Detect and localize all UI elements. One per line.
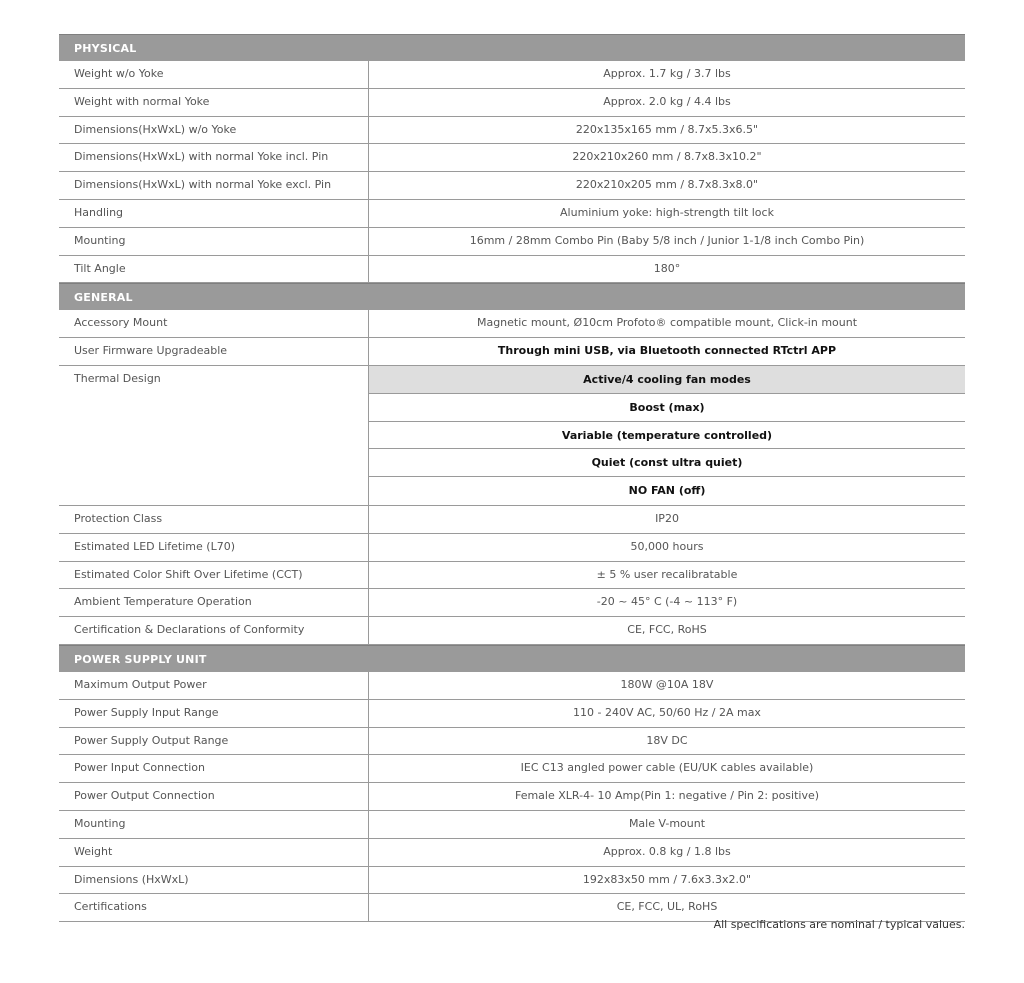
- row-value: Female XLR-4- 10 Amp(Pin 1: negative / Pin 2: positive): [514, 789, 820, 803]
- row-value: IP20: [655, 511, 679, 525]
- table-row: [59, 589, 965, 617]
- table-row: [59, 783, 965, 811]
- row-value: Aluminium yoke: high-strength tilt lock: [560, 205, 774, 219]
- row-value: IEC C13 angled power cable (EU/UK cables available): [520, 761, 814, 775]
- row-label: Power Input Connection: [59, 755, 369, 782]
- row-value: Approx. 2.0 kg / 4.4 lbs: [603, 94, 731, 108]
- row-label: Mounting: [59, 228, 369, 255]
- thermal-values: [369, 366, 965, 505]
- row-value: 18V DC: [646, 733, 688, 747]
- section-header-power-supply: POWER SUPPLY UNIT: [59, 645, 965, 672]
- row-label: Tilt Angle: [59, 256, 369, 283]
- table-row: [59, 506, 965, 534]
- thermal-mode: NO FAN (off): [628, 484, 706, 498]
- table-row: [59, 700, 965, 728]
- table-row: [59, 228, 965, 256]
- row-label: Certifications: [59, 894, 369, 921]
- thermal-mode: Quiet (const ultra quiet): [369, 449, 965, 477]
- row-value: 220x210x260 mm / 8.7x8.3x10.2": [572, 150, 762, 164]
- table-row: [59, 338, 965, 366]
- row-label: Mounting: [59, 811, 369, 838]
- row-label: Power Output Connection: [59, 783, 369, 810]
- row-value: 110 - 240V AC, 50/60 Hz / 2A max: [573, 705, 761, 719]
- row-label: Maximum Output Power: [59, 672, 369, 699]
- row-label: Handling: [59, 200, 369, 227]
- row-label: Dimensions(HxWxL) w/o Yoke: [59, 117, 369, 144]
- specifications-footnote: All specifications are nominal / typical values.: [713, 918, 965, 931]
- row-value: Approx. 0.8 kg / 1.8 lbs: [603, 844, 731, 858]
- spec-table: [59, 34, 965, 922]
- table-row: [59, 144, 965, 172]
- row-value: 16mm / 28mm Combo Pin (Baby 5/8 inch / Junior 1-1/8 inch Combo Pin): [469, 233, 865, 247]
- table-row: [59, 728, 965, 756]
- row-value: Magnetic mount, Ø10cm Profoto® compatible mount, Click-in mount: [476, 316, 858, 330]
- row-value: ± 5 % user recalibratable: [596, 567, 738, 581]
- row-value: CE, FCC, RoHS: [627, 623, 707, 637]
- row-value: 50,000 hours: [630, 539, 704, 553]
- row-label: Protection Class: [59, 506, 369, 533]
- row-label: Power Supply Input Range: [59, 700, 369, 727]
- table-row: [59, 200, 965, 228]
- row-value: Through mini USB, via Bluetooth connected RTctrl APP: [497, 344, 837, 358]
- row-label: Estimated Color Shift Over Lifetime (CCT): [59, 562, 369, 589]
- table-row: [59, 534, 965, 562]
- thermal-mode: Variable (temperature controlled): [369, 422, 965, 450]
- table-row: [59, 562, 965, 590]
- table-row: [59, 617, 965, 645]
- row-label: User Firmware Upgradeable: [59, 338, 369, 365]
- row-label: Power Supply Output Range: [59, 728, 369, 755]
- table-row: [59, 839, 965, 867]
- thermal-mode-header: Active/4 cooling fan modes: [369, 366, 965, 394]
- row-value: 220x210x205 mm / 8.7x8.3x8.0": [575, 178, 759, 192]
- table-row: [59, 811, 965, 839]
- row-label: Dimensions(HxWxL) with normal Yoke excl. Pin: [59, 172, 369, 199]
- table-row: [59, 61, 965, 89]
- row-value: Approx. 1.7 kg / 3.7 lbs: [603, 67, 731, 80]
- row-label: Weight w/o Yoke: [59, 61, 369, 88]
- row-value: 220x135x165 mm / 8.7x5.3x6.5": [575, 122, 759, 136]
- thermal-design-row: [59, 366, 965, 506]
- table-row: [59, 172, 965, 200]
- table-row: [59, 755, 965, 783]
- section-header-general: GENERAL: [59, 283, 965, 310]
- table-row: [59, 117, 965, 145]
- table-row: [59, 672, 965, 700]
- section-header-physical: PHYSICAL: [59, 34, 965, 61]
- row-value: CE, FCC, UL, RoHS: [616, 900, 718, 914]
- row-label: Dimensions (HxWxL): [59, 867, 369, 894]
- row-label: Ambient Temperature Operation: [59, 589, 369, 616]
- table-row: [59, 256, 965, 284]
- row-value: 180°: [653, 261, 681, 275]
- row-value: -20 ~ 45° C (-4 ~ 113° F): [596, 595, 738, 609]
- table-row: [59, 89, 965, 117]
- row-label: Estimated LED Lifetime (L70): [59, 534, 369, 561]
- row-label: Thermal Design: [59, 366, 369, 505]
- row-value: 180W @10A 18V: [620, 677, 714, 691]
- table-row: [59, 310, 965, 338]
- table-row: [59, 867, 965, 895]
- row-label: Certification & Declarations of Conformity: [59, 617, 369, 644]
- row-label: Accessory Mount: [59, 310, 369, 337]
- row-label: Dimensions(HxWxL) with normal Yoke incl. Pin: [59, 144, 369, 171]
- row-label: Weight: [59, 839, 369, 866]
- thermal-mode: Boost (max): [369, 394, 965, 422]
- row-value: 192x83x50 mm / 7.6x3.3x2.0": [582, 872, 752, 886]
- row-value: Male V-mount: [628, 816, 706, 830]
- row-label: Weight with normal Yoke: [59, 89, 369, 116]
